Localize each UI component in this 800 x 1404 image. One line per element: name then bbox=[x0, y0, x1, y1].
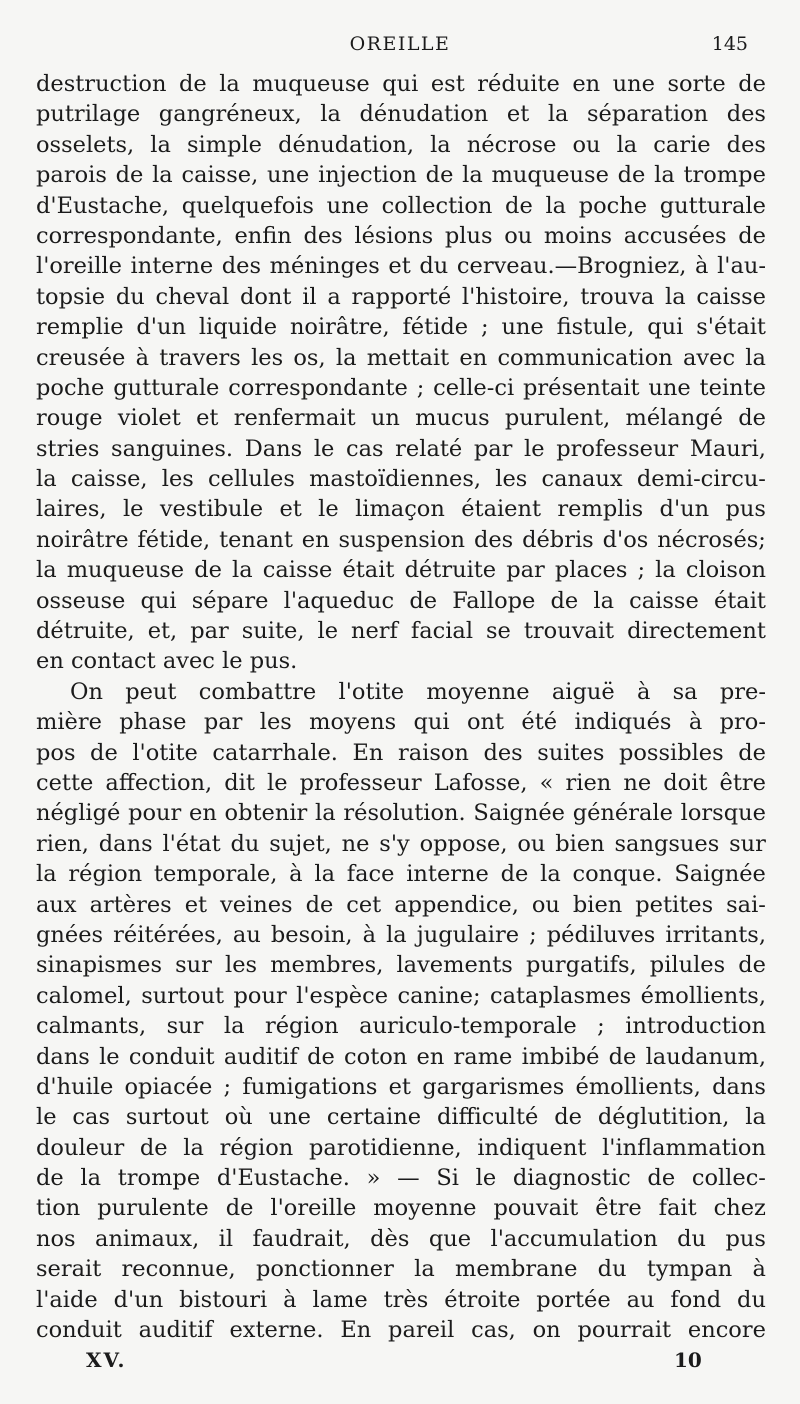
text-line: la région temporale, à la face interne de la conque. Saignée bbox=[36, 861, 766, 888]
text-line: laires, le vestibule et le limaçon étaient remplis d'un pus bbox=[36, 496, 766, 523]
text-line: destruction de la muqueuse qui est réduite en une sorte de bbox=[36, 71, 766, 97]
text-line: nos animaux, il faudrait, dès que l'accumulation du pus bbox=[36, 1225, 766, 1252]
text-line: dans le conduit auditif de coton en rame imbibé de laudanum, bbox=[36, 1043, 766, 1070]
text-line: rouge violet et renfermait un mucus purulent, mélangé de bbox=[36, 405, 766, 432]
text-line: mière phase par les moyens qui ont été indiqués à pro- bbox=[36, 709, 766, 736]
text-line: calomel, surtout pour l'espèce canine; cataplasmes émollients, bbox=[36, 982, 766, 1009]
text-line: tion purulente de l'oreille moyenne pouvait être fait chez bbox=[36, 1195, 766, 1222]
text-line: le cas surtout où une certaine difficulté de déglutition, la bbox=[36, 1104, 766, 1131]
text-line: noirâtre fétide, tenant en suspension des débris d'os nécrosés; bbox=[36, 526, 766, 553]
text-line: conduit auditif externe. En pareil cas, on pourrait encore bbox=[36, 1317, 766, 1344]
text-line: la muqueuse de la caisse était détruite par places ; la cloison bbox=[36, 557, 766, 584]
text-line: correspondante, enfin des lésions plus ou moins accusées de bbox=[36, 222, 766, 249]
text-line: l'aide d'un bistouri à lame très étroite portée au fond du bbox=[36, 1286, 766, 1313]
page-number: 145 bbox=[711, 33, 748, 55]
text-line: d'huile opiacée ; fumigations et gargarismes émollients, dans bbox=[36, 1073, 766, 1100]
text-line: négligé pour en obtenir la résolution. Saignée générale lorsque bbox=[36, 800, 766, 827]
text-line: sinapismes sur les membres, lavements purgatifs, pilules de bbox=[36, 952, 766, 979]
text-line: cette affection, dit le professeur Lafosse, « rien ne doit être bbox=[36, 769, 766, 796]
text-line: putrilage gangréneux, la dénudation et la séparation des bbox=[36, 101, 766, 128]
text-line: calmants, sur la région auriculo-temporale ; introduction bbox=[36, 1013, 766, 1040]
sheet-number: 10 bbox=[674, 1348, 702, 1372]
text-line: remplie d'un liquide noirâtre, fétide ; une fistule, qui s'était bbox=[36, 314, 766, 341]
text-line: aux artères et veines de cet appendice, ou bien petites sai- bbox=[36, 891, 766, 918]
running-title: OREILLE bbox=[349, 33, 451, 55]
text-line: gnées réitérées, au besoin, à la jugulaire ; pédiluves irritants, bbox=[36, 921, 766, 948]
body-text bbox=[36, 69, 766, 1345]
text-line: poche gutturale correspondante ; celle-ci présentait une teinte bbox=[36, 374, 766, 401]
text-line: parois de la caisse, une injection de la muqueuse de la trompe bbox=[36, 162, 766, 189]
text-line: stries sanguines. Dans le cas relaté par le professeur Mauri, bbox=[36, 435, 766, 462]
text-line: osseuse qui sépare l'aqueduc de Fallope de la caisse était bbox=[36, 587, 766, 614]
text-line: serait reconnue, ponctionner la membrane du tympan à bbox=[36, 1256, 766, 1283]
text-line: osselets, la simple dénudation, la nécrose ou la carie des bbox=[36, 131, 766, 158]
text-line: l'oreille interne des méninges et du cerveau.—Brogniez, à l'au- bbox=[36, 253, 766, 280]
text-line: en contact avec le pus. bbox=[36, 648, 298, 675]
text-line: détruite, et, par suite, le nerf facial se trouvait directement bbox=[36, 618, 766, 645]
text-line: pos de l'otite catarrhale. En raison des suites possibles de bbox=[36, 739, 766, 766]
text-line: la caisse, les cellules mastoïdiennes, les canaux demi-circu- bbox=[36, 466, 766, 493]
text-line: de la trompe d'Eustache. » — Si le diagnostic de collec- bbox=[36, 1165, 766, 1192]
text-line: On peut combattre l'otite moyenne aiguë à sa pre- bbox=[70, 678, 766, 705]
text-line: topsie du cheval dont il a rapporté l'histoire, trouva la caisse bbox=[36, 283, 766, 310]
text-line: creusée à travers les os, la mettait en communication avec la bbox=[36, 344, 766, 371]
text-line: d'Eustache, quelquefois une collection de la poche gutturale bbox=[36, 192, 766, 219]
text-line: rien, dans l'état du sujet, ne s'y oppose, ou bien sangsues sur bbox=[36, 830, 766, 857]
signature-mark: XV. bbox=[86, 1348, 127, 1372]
text-line: douleur de la région parotidienne, indiquent l'inflammation bbox=[36, 1134, 766, 1161]
